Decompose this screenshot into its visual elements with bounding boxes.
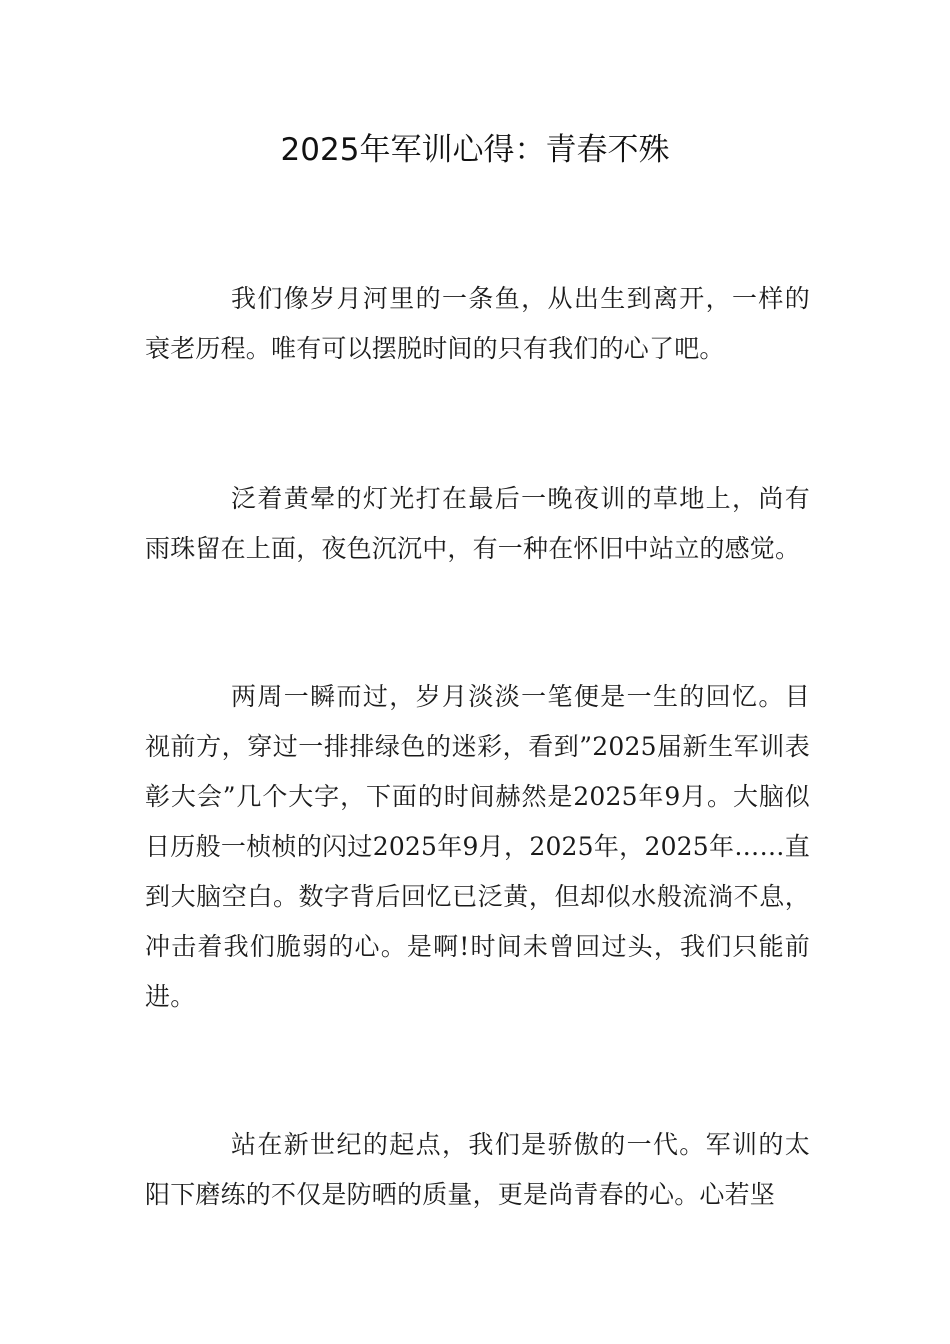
paragraph-3: 两周一瞬而过，岁月淡淡一笔便是一生的回忆。目视前方，穿过一排排绿色的迷彩，看到”2025届新生军训表彰大会”几个大字，下面的时间赫然是2025年9月。大脑似日历般一桢桢的闪过2025年9月，2025年，2025年……直到大脑空白。数字背后回忆已泛黄，但却似水般流淌不息，冲击着我们脆弱的心。是啊!时间未曾回过头，我们只能前进。 (145, 682, 810, 1011)
paragraph-2: 泛着黄晕的灯光打在最后一晚夜训的草地上，尚有雨珠留在上面，夜色沉沉中，有一种在怀旧中站立的感觉。 (145, 484, 810, 563)
paragraph-4: 站在新世纪的起点，我们是骄傲的一代。军训的太阳下磨练的不仅是防晒的质量，更是尚青春的心。心若坚 (145, 1130, 810, 1209)
paragraph-1: 我们像岁月河里的一条鱼，从出生到离开，一样的衰老历程。唯有可以摆脱时间的只有我们的心了吧。 (145, 284, 810, 363)
document-title: 2025年军训心得：青春不殊 (280, 132, 670, 168)
